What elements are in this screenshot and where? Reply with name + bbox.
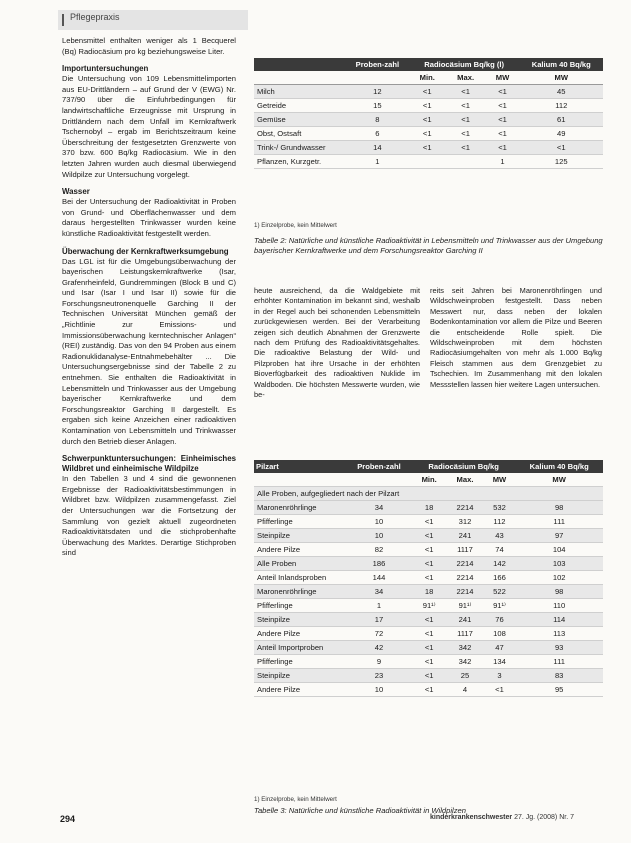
cell-mw: 3 (484, 669, 516, 683)
cell-min: <1 (409, 99, 446, 113)
cell-mw: 91¹⁾ (484, 599, 516, 613)
cell-min: <1 (409, 127, 446, 141)
cell-name: Steinpilze (254, 613, 346, 627)
cell-k: 113 (515, 627, 603, 641)
cell-n: 8 (346, 113, 409, 127)
table-row (254, 655, 603, 669)
table-row (254, 627, 603, 641)
paragraph: Bei der Untersuchung der Radioaktivität in Proben von Grund- und Oberflächenwasser und dem daraus hergestellten Trinkwasser wurden keine künstliche Radioaktivität festgestellt werden. (62, 197, 236, 238)
subhead-mw: MW (486, 71, 520, 85)
cell-min: <1 (412, 557, 446, 571)
group-label: Alle Proben, aufgegliedert nach der Pilzart (254, 487, 603, 501)
cell-min: <1 (412, 515, 446, 529)
cell-name: Andere Pilze (254, 543, 346, 557)
cell-k: 95 (515, 683, 603, 697)
cell-k: 45 (520, 85, 603, 99)
paragraph: In den Tabellen 3 und 4 sind die gewonnenen Ergebnisse der Radioaktivitätsbestimmungen in Wildbret bzw. Wildpilzen zusammengefasst. Ziel der Untersuchungen war die Fortsetzung der Sammlung von gezielt aktuell zugeordneten Radioaktivitätsdaten und die stichprobenhafte Überwachung des Marktes. Derartige Stichproben sind (62, 474, 236, 558)
cell-n: 15 (346, 99, 409, 113)
cell-max: 1117 (446, 543, 483, 557)
cell-max: <1 (446, 85, 486, 99)
cell-mw: 74 (484, 543, 516, 557)
cell-max: 241 (446, 529, 483, 543)
journal-name: kinderkrankenschwester (430, 814, 513, 821)
cell-min: <1 (412, 627, 446, 641)
cell-n: 17 (346, 613, 412, 627)
cell-k: 97 (515, 529, 603, 543)
cell-n: 34 (346, 585, 412, 599)
table-3-footnote: 1) Einzelprobe, kein Mittelwert (254, 796, 337, 803)
cell-name: Pfifferlinge (254, 599, 346, 613)
cell-min: <1 (412, 683, 446, 697)
page-number: 294 (60, 814, 76, 824)
cell-name: Maronenröhrlinge (254, 501, 346, 515)
cell-name: Andere Pilze (254, 627, 346, 641)
cell-n: 14 (346, 141, 409, 155)
cell-n: 10 (346, 529, 412, 543)
subhead-mw-k: MW (515, 473, 603, 487)
table-row (254, 641, 603, 655)
table-row (254, 85, 603, 99)
table-row (254, 557, 603, 571)
middle-column: heute ausreichend, da die Waldgebiete mit erhöhter Kontamination im bekannt sind, weshalb in der Regel auch bei schonenden Lebensmitteln zurückgewiesen werden. Bei der Verarbeitung zeigen sich deutlich Abnahmen der Grenzwerte nach dem Prüfung des Radioaktivitätsgehaltes. Die radioaktive Belastung der Wild- und Pilzproben hat ihre Ursache in der erhöhten Bioverfügbarkeit des radioaktiven Nuklide im Waldboden. Die höchsten Messwerte wurden, wie be- (254, 286, 420, 400)
cell-max: 4 (446, 683, 483, 697)
table-row (254, 141, 603, 155)
cell-n: 34 (346, 501, 412, 515)
cell-mw: 47 (484, 641, 516, 655)
subhead-mw: MW (484, 473, 516, 487)
cell-k: 49 (520, 127, 603, 141)
cell-mw: 134 (484, 655, 516, 669)
cell-max: <1 (446, 99, 486, 113)
cell-mw: 76 (484, 613, 516, 627)
cell-k: 111 (515, 655, 603, 669)
cell-n: 1 (346, 599, 412, 613)
cell-mw: 142 (484, 557, 516, 571)
cell-mw: <1 (486, 141, 520, 155)
cell-name: Steinpilze (254, 529, 346, 543)
paragraph: Lebensmittel enthalten weniger als 1 Becquerel (Bq) Radiocäsium pro kg beziehungsweise Liter. (62, 36, 236, 56)
col-sample: Proben-zahl (346, 58, 409, 71)
table-2-footnote: 1) Einzelprobe, kein Mittelwert (254, 222, 337, 229)
cell-min: <1 (409, 113, 446, 127)
cell-max: 312 (446, 515, 483, 529)
cell-mw: <1 (486, 113, 520, 127)
col-k: Kalium 40 Bq/kg (520, 58, 603, 71)
cell-max: 91¹⁾ (446, 599, 483, 613)
header-tick (62, 14, 64, 26)
cell-max: 25 (446, 669, 483, 683)
cell-k: 103 (515, 557, 603, 571)
cell-mw: <1 (486, 99, 520, 113)
subhead-mw-k: MW (520, 71, 603, 85)
cell-n: 12 (346, 85, 409, 99)
cell-max: <1 (446, 113, 486, 127)
cell-min: <1 (412, 641, 446, 655)
cell-min: <1 (412, 669, 446, 683)
cell-n: 6 (346, 127, 409, 141)
cell-min: 18 (412, 585, 446, 599)
cell-name: Pfifferlinge (254, 515, 346, 529)
cell-k: 93 (515, 641, 603, 655)
cell-k: 98 (515, 585, 603, 599)
cell-mw: 108 (484, 627, 516, 641)
heading: Wasser (62, 187, 90, 197)
cell-name: Getreide (254, 99, 346, 113)
cell-name: Pflanzen, Kurzgetr. (254, 155, 346, 169)
cell-k: 104 (515, 543, 603, 557)
cell-min: 18 (412, 501, 446, 515)
cell-n: 186 (346, 557, 412, 571)
subhead-max: Max. (446, 71, 486, 85)
heading: Importuntersuchungen (62, 64, 149, 74)
cell-n: 42 (346, 641, 412, 655)
cell-max: 2214 (446, 557, 483, 571)
cell-max: <1 (446, 141, 486, 155)
cell-max: 342 (446, 641, 483, 655)
table-row (254, 99, 603, 113)
table-row (254, 599, 603, 613)
cell-k: 83 (515, 669, 603, 683)
cell-min: <1 (409, 85, 446, 99)
cell-n: 144 (346, 571, 412, 585)
cell-max (446, 155, 486, 169)
cell-min: <1 (412, 655, 446, 669)
paragraph: Die Untersuchung von 109 Lebensmittelimporten aus EU-Drittländern – auf Grund der V (EWG) Nr. 737/90 über die Einfuhrbedingungen für landwirtschaftliche Erzeugnisse mit Ursprung in Drittländern nach dem Unfall im Kernkraftwerk Tschernobyl – ergab im Berichtszeitraum keine Überschreitung der festgesetzten Grenzwerte von 370 bzw. 600 Bq/kg Radiocäsium. Wie in den letzten Jahren wurden auch diesmal überwiegend Wildpilze zur Untersuchung vorgelegt. (62, 74, 236, 179)
left-column (62, 36, 236, 559)
table-2-caption: Tabelle 2: Natürliche und künstliche Radioaktivität in Lebensmitteln und Trinkwasser aus der Umgebung bayerischer Kernkraftwerke und dem Forschungsreaktor Garching II (254, 236, 603, 255)
cell-n: 82 (346, 543, 412, 557)
cell-n: 9 (346, 655, 412, 669)
cell-k: 125 (520, 155, 603, 169)
cell-name: Gemüse (254, 113, 346, 127)
cell-min: <1 (412, 529, 446, 543)
table-row (254, 585, 603, 599)
cell-k: 61 (520, 113, 603, 127)
col-name: Pilzart (254, 460, 346, 473)
cell-max: 1117 (446, 627, 483, 641)
table-row (254, 113, 603, 127)
table-row (254, 529, 603, 543)
col-cs: Radiocäsium Bq/kg (l) (409, 58, 520, 71)
table-row (254, 515, 603, 529)
cell-name: Anteil Inlandsproben (254, 571, 346, 585)
cell-mw: 43 (484, 529, 516, 543)
journal-info (430, 814, 574, 821)
cell-name: Obst, Ostsaft (254, 127, 346, 141)
subhead-min: Min. (412, 473, 446, 487)
cell-name: Trink-/ Grundwasser (254, 141, 346, 155)
subhead-min: Min. (409, 71, 446, 85)
cell-max: <1 (446, 127, 486, 141)
table-row (254, 683, 603, 697)
cell-max: 2214 (446, 585, 483, 599)
table-2 (254, 58, 603, 169)
cell-min: <1 (412, 613, 446, 627)
col-cs: Radiocäsium Bq/kg (412, 460, 515, 473)
cell-mw: 1 (486, 155, 520, 169)
cell-max: 342 (446, 655, 483, 669)
heading: Überwachung der Kernkraftwerksumgebung (62, 246, 229, 256)
cell-min (409, 155, 446, 169)
cell-name: Anteil Importproben (254, 641, 346, 655)
cell-mw: 522 (484, 585, 516, 599)
cell-min: <1 (412, 543, 446, 557)
cell-max: 2214 (446, 501, 483, 515)
cell-k: 112 (520, 99, 603, 113)
table-row (254, 669, 603, 683)
journal-issue: 27. Jg. (2008) Nr. 7 (514, 814, 574, 821)
cell-n: 72 (346, 627, 412, 641)
cell-k: 114 (515, 613, 603, 627)
cell-name: Milch (254, 85, 346, 99)
cell-mw: 112 (484, 515, 516, 529)
cell-mw: 532 (484, 501, 516, 515)
subhead-max: Max. (446, 473, 483, 487)
cell-min: <1 (412, 571, 446, 585)
paragraph: Das LGL ist für die Umgebungsüberwachung der bayerischen Leistungskernkraftwerke (Isar, Grafenrheinfeld, Gundremmingen (Block B und C) und Isar (Isar I und Isar II) sowie für die Forschungsneutronenquelle Garching II der Technischen Universität München gemäß der „Richtlinie zur Emissions- und Immissionsüberwachung kerntechnischer Anlagen“ (REI) zuständig. Das von den 94 Proben aus einem Radionuklidanalyse-Entnahmebehälter ... Die Untersuchungsergebnisse sind der Tabelle 2 zu entnehmen. Sie enthalten die Radioaktivität in Lebensmitteln und Trinkwasser aus der Umgebung bayerischer Kernkraftwerke und dem Forschungsreaktor Garching II dargestellt. Es ergaben sich keine Anzeichen einer radioaktiven Kontamination von Lebensmitteln und Trinkwasser durch den Betrieb dieser Anlagen. (62, 256, 236, 446)
cell-name: Alle Proben (254, 557, 346, 571)
col-k: Kalium 40 Bq/kg (515, 460, 603, 473)
table-row (254, 543, 603, 557)
cell-name: Steinpilze (254, 669, 346, 683)
cell-max: 2214 (446, 571, 483, 585)
cell-k: 111 (515, 515, 603, 529)
cell-max: 241 (446, 613, 483, 627)
cell-k: <1 (520, 141, 603, 155)
cell-min: 91¹⁾ (412, 599, 446, 613)
heading: Schwerpunktuntersuchungen: Einheimisches Wildbret und einheimische Wildpilze (62, 454, 236, 474)
table-row (254, 613, 603, 627)
table-row (254, 155, 603, 169)
right-column: reits seit Jahren bei Maronenröhrlingen und Wildschweinproben festgestellt. Dass neben Messwert nur, dass neben der lokalen Bodenkontamination vor allem die Pilze und Beeren die entscheidende Rolle spielt. Die Wildschweinproben mit dem höchsten Radiocäsiumgehalten von mehr als 1.000 Bq/kg Fleisch stammen aus dem Grenzgebiet zu Tschechien. Im Zusammenhang mit den lokalen Messstellen lassen hier weitere Lagen untersuchen. (430, 286, 602, 389)
section-title: Pflegepraxis (70, 12, 120, 22)
cell-n: 1 (346, 155, 409, 169)
cell-name: Pfifferlinge (254, 655, 346, 669)
cell-min: <1 (409, 141, 446, 155)
table-row (254, 571, 603, 585)
cell-name: Andere Pilze (254, 683, 346, 697)
cell-name: Maronenröhrlinge (254, 585, 346, 599)
cell-k: 98 (515, 501, 603, 515)
col-sample: Proben-zahl (346, 460, 412, 473)
table-row (254, 127, 603, 141)
table-3-caption: Tabelle 3: Natürliche und künstliche Radioaktivität in Wildpilzen (254, 806, 466, 815)
cell-mw: <1 (484, 683, 516, 697)
cell-n: 10 (346, 683, 412, 697)
cell-mw: 166 (484, 571, 516, 585)
cell-mw: <1 (486, 85, 520, 99)
cell-k: 110 (515, 599, 603, 613)
cell-n: 10 (346, 515, 412, 529)
table-3 (254, 460, 603, 697)
cell-n: 23 (346, 669, 412, 683)
cell-mw: <1 (486, 127, 520, 141)
cell-k: 102 (515, 571, 603, 585)
table-row (254, 501, 603, 515)
